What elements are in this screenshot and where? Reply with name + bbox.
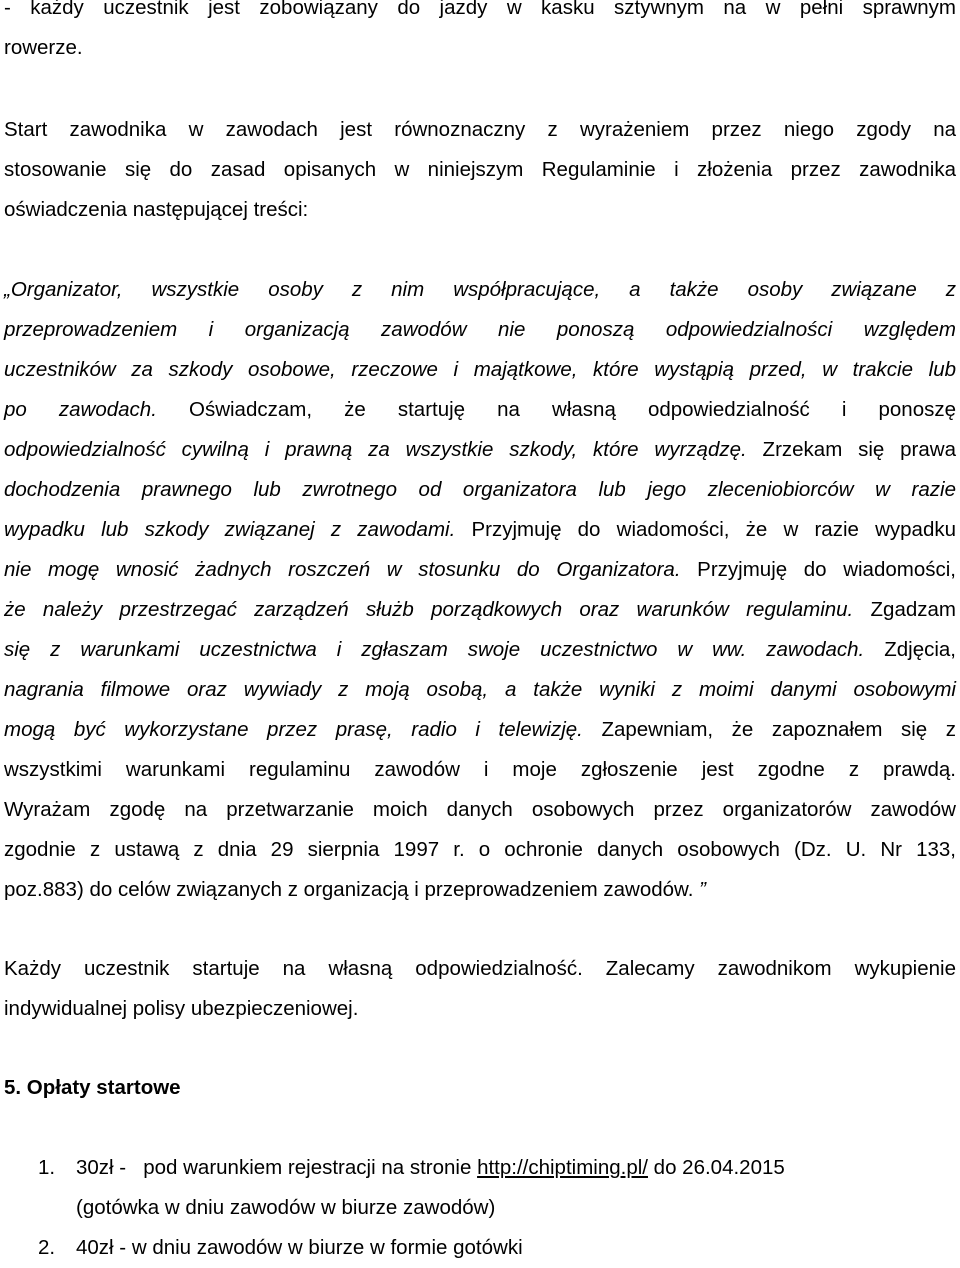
text-line: nagrania filmowe oraz wywiady z moją osobą, a także wyniki z moimi danymi osobowymi xyxy=(4,678,956,701)
text-line xyxy=(4,710,956,750)
text-regular: Zapewniam, że zapoznałem się z xyxy=(601,718,956,741)
text-line: uczestników za szkody osobowe, rzeczowe i majątkowe, które wystąpią przed, w trakcie lub xyxy=(4,358,956,381)
list-number: 2. xyxy=(38,1236,56,1259)
text-line xyxy=(4,550,956,590)
text-italic: nie mogę wnosić żadnych roszczeń w stosunku do Organizatora. xyxy=(4,558,681,581)
text-line: Każdy uczestnik startuje na własną odpowiedzialność. Zalecamy zawodnikom wykupienie xyxy=(4,957,956,980)
text-line: stosowanie się do zasad opisanych w niniejszym Regulaminie i złożenia przez zawodnika xyxy=(4,158,956,181)
section-heading: 5. Opłaty startowe xyxy=(4,1076,181,1099)
text-line xyxy=(4,630,956,670)
text-line: dochodzenia prawnego lub zwrotnego od organizatora lub jego zleceniobiorców w razie xyxy=(4,478,956,501)
text-line: Wyrażam zgodę na przetwarzanie moich danych osobowych przez organizatorów zawodów xyxy=(4,798,956,821)
text-line: indywidualnej polisy ubezpieczeniowej. xyxy=(4,997,359,1020)
text-regular: Zrzekam się prawa xyxy=(762,438,956,461)
text-regular: Zdjęcia, xyxy=(884,638,956,661)
text-italic: wypadku lub szkody związanej z zawodami. xyxy=(4,518,456,541)
text-line: wszystkimi warunkami regulaminu zawodów i moje zgłoszenie jest zgodne z prawdą. xyxy=(4,758,956,781)
text-regular: poz.883) do celów związanych z organizacją i przeprowadzeniem zawodów. xyxy=(4,878,694,901)
text-line xyxy=(4,590,956,630)
text-italic: odpowiedzialność cywilną i prawną za wszystkie szkody, które wyrządzę. xyxy=(4,438,747,461)
paragraph-responsibility xyxy=(4,949,956,1029)
text-line xyxy=(4,870,956,910)
registration-link[interactable]: http://chiptiming.pl/ xyxy=(477,1156,648,1179)
text-line: „Organizator, wszystkie osoby z nim współpracujące, a także osoby związane z xyxy=(4,278,956,301)
fee-item-body xyxy=(76,1228,958,1268)
list-number: 1. xyxy=(38,1156,56,1179)
fee-deadline: do 26.04.2015 xyxy=(647,1156,785,1179)
text-italic: mogą być wykorzystane przez prasę, radio i telewizję. xyxy=(4,718,583,741)
text-regular: Oświadczam, że startuję na własną odpowiedzialność i ponoszę xyxy=(189,398,957,421)
text-italic: po zawodach. xyxy=(4,398,157,421)
text-line: - każdy uczestnik jest zobowiązany do jazdy w kasku sztywnym na w pełni sprawnym xyxy=(4,0,956,19)
paragraph-helmet xyxy=(4,0,956,68)
declaration-block xyxy=(4,270,956,910)
closing-quote: ” xyxy=(699,878,706,901)
text-line xyxy=(4,390,956,430)
paragraph-start-consent xyxy=(4,110,956,230)
text-regular: Zgadzam xyxy=(870,598,956,621)
text-line: 40zł - w dniu zawodów w biurze w formie gotówki xyxy=(76,1236,523,1259)
text-line xyxy=(4,510,956,550)
text-line: przeprowadzeniem i organizacją zawodów nie ponoszą odpowiedzialności względem xyxy=(4,318,956,341)
text-italic: że należy przestrzegać zarządzeń służb porządkowych oraz warunków regulaminu. xyxy=(4,598,854,621)
text-line: rowerze. xyxy=(4,36,83,59)
fee-text: 30zł - pod warunkiem rejestracji na stronie xyxy=(76,1156,478,1179)
text-regular: Przyjmuję do wiadomości, xyxy=(697,558,956,581)
text-italic: się z warunkami uczestnictwa i zgłaszam swoje uczestnictwo w ww. zawodach. xyxy=(4,638,865,661)
text-line xyxy=(4,430,956,470)
text-line: oświadczenia następującej treści: xyxy=(4,198,309,221)
fee-item-body xyxy=(76,1148,958,1228)
text-regular: Przyjmuję do wiadomości, że w razie wypadku xyxy=(471,518,956,541)
text-line: zgodnie z ustawą z dnia 29 sierpnia 1997 r. o ochronie danych osobowych (Dz. U. Nr 133, xyxy=(4,838,956,861)
text-line: Start zawodnika w zawodach jest równoznaczny z wyrażeniem przez niego zgody na xyxy=(4,118,956,141)
text-line: (gotówka w dniu zawodów w biurze zawodów) xyxy=(76,1196,496,1219)
text-line xyxy=(76,1148,958,1188)
